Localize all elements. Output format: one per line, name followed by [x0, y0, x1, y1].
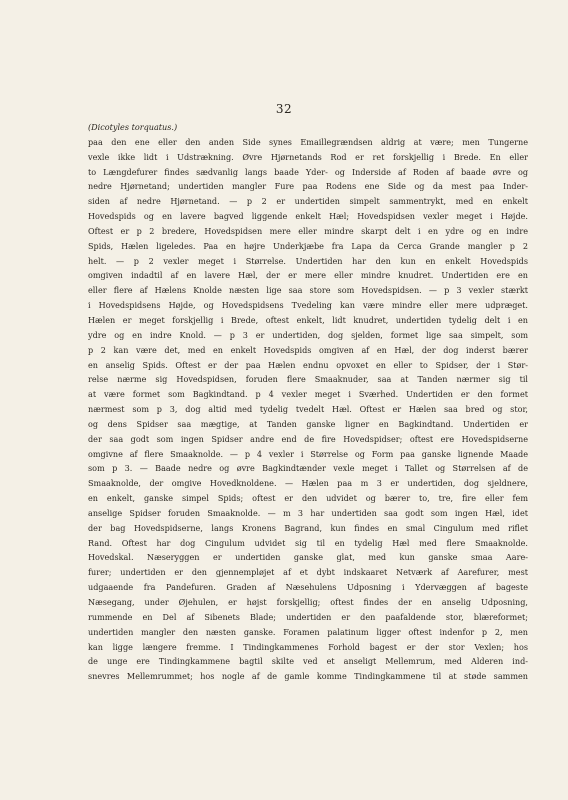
text-line: p 2 kan være det, med en enkelt Hovedspids omgiven af en Hæl, der dog inderst bærer	[88, 344, 528, 355]
text-line: Hælen er meget forskjellig i Brede, oftest enkelt, lidt knudret, undertiden tydelig delt i en	[88, 314, 528, 325]
text-line: siden af nedre Hjørnetand. — p 2 er undertiden simpelt sammentrykt, med en enkelt	[88, 196, 528, 207]
text-line: Hovedskal. Næseryggen er undertiden ganske glat, med kun ganske smaa Aare-	[88, 552, 528, 563]
text-line: der saa godt som ingen Spidser andre end de fire Hovedspidser; oftest ere Hovedspidserne	[88, 433, 528, 444]
text-line: snevres Mellemrummet; hos nogle af de gamle komme Tindingkammene til at støde sammen	[88, 671, 528, 682]
text-line: og dens Spidser saa mægtige, at Tanden ganske ligner en Bagkindtand. Undertiden er	[88, 418, 528, 429]
text-line: nærmest som p 3, dog altid med tydelig tvedelt Hæl. Oftest er Hælen saa bred og stor,	[88, 404, 528, 415]
text-line: anselige Spidser foruden Smaaknolde. — m 3 har undertiden saa godt som ingen Hæl, idet	[88, 507, 528, 518]
text-line: helt. — p 2 vexler meget i Størrelse. Undertiden har den kun en enkelt Hovedspids	[88, 255, 528, 266]
text-line: undertiden mangler den næsten ganske. Foramen palatinum ligger oftest indenfor p 2, men	[88, 626, 528, 637]
text-line: i Hovedspidsens Højde, og Hovedspidsens Tvedeling kan være mindre eller mere udpræget.	[88, 300, 528, 311]
text-line: ydre og en indre Knold. — p 3 er undertiden, dog sjelden, formet lige saa simpelt, som	[88, 329, 528, 340]
text-line: nedre Hjørnetand; undertiden mangler Fure paa Rodens ene Side og da mest paa Inder-	[88, 181, 528, 192]
text-line: Rand. Oftest har dog Cingulum udvidet sig til en tydelig Hæl med flere Smaaknolde.	[88, 537, 528, 548]
text-line: rummende en Del af Sibenets Blade; undertiden er den paafaldende stor, blæreformet;	[88, 611, 528, 622]
page-number: 32	[275, 102, 293, 116]
text-line: udgaaende fra Pandefuren. Graden af Næsehulens Udposning i Ydervæggen af bageste	[88, 582, 528, 593]
text-line: Smaaknolde, der omgive Hovedknoldene. — Hælen paa m 3 er undertiden, dog sjeldnere,	[88, 478, 528, 489]
text-line: paa den ene eller den anden Side synes Emaillegrændsen aldrig at være; men Tungerne	[88, 136, 528, 147]
text-line: der bag Hovedspidserne, langs Kronens Bagrand, kun findes en smal Cingulum med riflet	[88, 522, 528, 533]
text-line: vexle ikke lidt i Udstrækning. Øvre Hjørnetands Rod er ret forskjellig i Brede. En eller	[88, 151, 528, 162]
text-line: som p 3. — Baade nedre og øvre Bagkindtænder vexle meget i Tallet og Størrelsen af de	[88, 463, 528, 474]
text-line: kan ligge længere fremme. I Tindingkammenes Forhold bagest er der stor Vexlen; hos	[88, 641, 528, 652]
text-line: Spids, Hælen ligeledes. Paa en højre Underkjæbe fra Lapa da Cerca Grande mangler p 2	[88, 240, 528, 251]
body-text	[88, 120, 528, 684]
text-line: relse nærme sig Hovedspidsen, foruden flere Smaaknuder, saa at Tanden nærmer sig til	[88, 374, 528, 385]
running-header: (Dicotyles torquatus.)	[88, 122, 178, 132]
text-line: de unge ere Tindingkammene bagtil skilte ved et anseligt Mellemrum, med Alderen ind-	[88, 656, 528, 667]
text-line: eller flere af Hælens Knolde næsten lige saa store som Hovedspidsen. — p 3 vexler stærkt	[88, 285, 528, 296]
text-line: omgivne af flere Smaaknolde. — p 4 vexler i Størrelse og Form paa ganske lignende Maade	[88, 448, 528, 459]
text-line: en anselig Spids. Oftest er der paa Hælen endnu opvoxet en eller to Spidser, der i Stør-	[88, 359, 528, 370]
text-line: at være formet som Bagkindtand. p 4 vexler meget i Sværhed. Undertiden er den formet	[88, 389, 528, 400]
text-line: furer; undertiden er den gjennempløjet af et dybt indskaaret Netværk af Aarefurer, mest	[88, 567, 528, 578]
text-line: Hovedspids og en lavere bagved liggende enkelt Hæl; Hovedspidsen vexler meget i Højde.	[88, 211, 528, 222]
text-line: en enkelt, ganske simpel Spids; oftest er den udvidet og bærer to, tre, fire eller fem	[88, 493, 528, 504]
text-line: Oftest er p 2 bredere, Hovedspidsen mere eller mindre skarpt delt i en ydre og en indre	[88, 225, 528, 236]
text-line: to Længdefurer findes sædvanlig langs baade Yder- og Inderside af Roden af baade øvre og	[88, 166, 528, 177]
text-line: Næsegang, under Øjehulen, er højst forskjellig; oftest findes der en anselig Udposning,	[88, 597, 528, 607]
text-line: omgiven indadtil af en lavere Hæl, der er mere eller mindre knudret. Undertiden ere en	[88, 270, 528, 281]
